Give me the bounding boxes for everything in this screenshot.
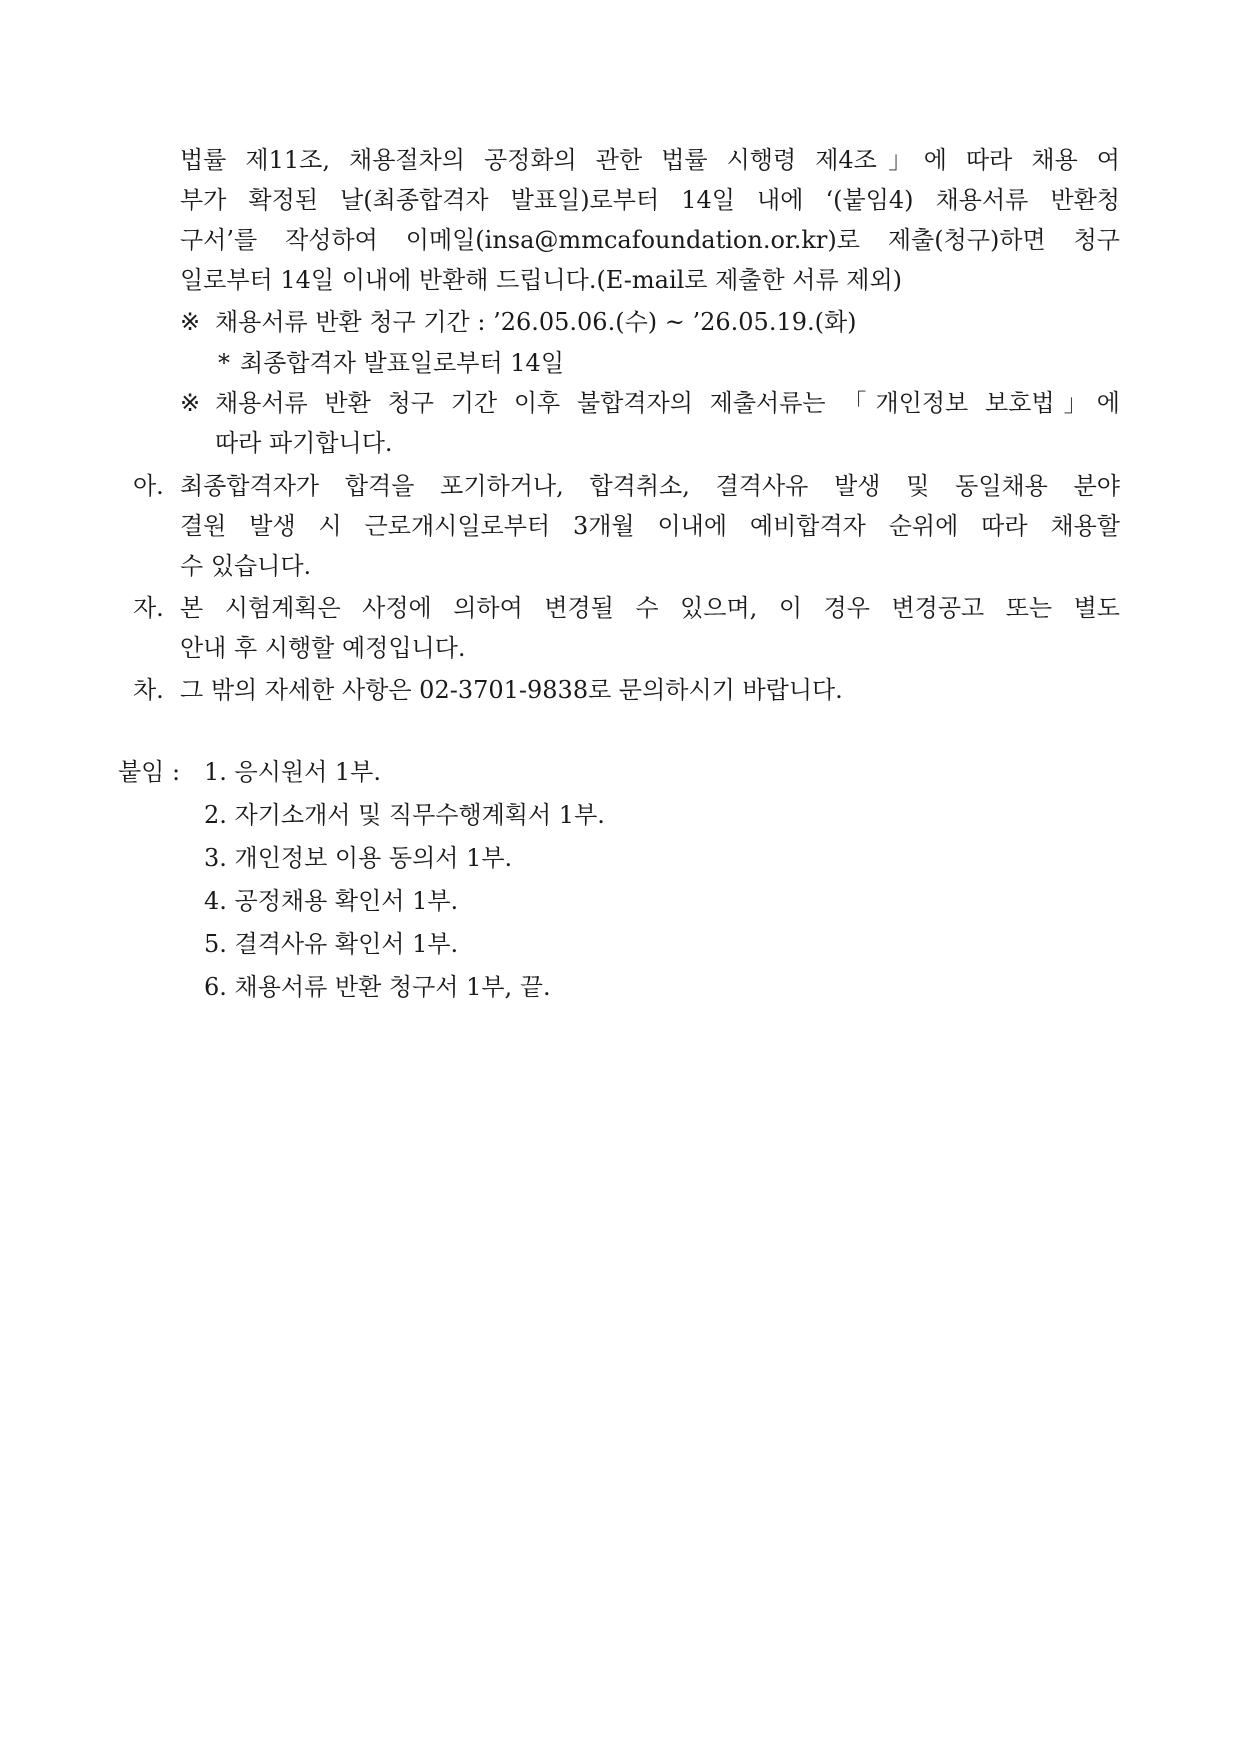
attachment-item: 4. 공정채용 확인서 1부. bbox=[204, 887, 459, 915]
paragraph-line: 부가 확정된 날(최종합격자 발표일)로부터 14일 내에 ‘(붙임4) 채용서류 반환청 bbox=[180, 186, 1120, 214]
note-text: 따라 파기합니다. bbox=[215, 429, 393, 457]
item-text: 수 있습니다. bbox=[180, 552, 312, 580]
paragraph-line: 구서’를 작성하여 이메일(insa@mmcafoundation.or.kr)로 제출(청구)하면 청구 bbox=[180, 226, 1120, 254]
note-marker: ※ bbox=[180, 389, 201, 417]
item-text: 그 밖의 자세한 사항은 02-3701-9838로 문의하시기 바랍니다. bbox=[180, 676, 843, 704]
item-text: 안내 후 시행할 예정입니다. bbox=[180, 634, 466, 662]
note-marker: * bbox=[218, 349, 230, 377]
paragraph-line: 법률 제11조, 채용절차의 공정화의 관한 법률 시행령 제4조」에 따라 채용 여 bbox=[180, 146, 1120, 174]
attachment-item: 1. 응시원서 1부. bbox=[204, 758, 381, 786]
attachment-item: 6. 채용서류 반환 청구서 1부, 끝. bbox=[204, 973, 551, 1001]
item-text: 본 시험계획은 사정에 의하여 변경될 수 있으며, 이 경우 변경공고 또는 별도 bbox=[180, 594, 1120, 622]
item-text: 결원 발생 시 근로개시일로부터 3개월 이내에 예비합격자 순위에 따라 채용할 bbox=[180, 512, 1120, 540]
note-text: 채용서류 반환 청구 기간 이후 불합격자의 제출서류는 「개인정보 보호법」에 bbox=[215, 389, 1120, 417]
note-text: 채용서류 반환 청구 기간 : ’26.05.06.(수) ~ ’26.05.19.(화) bbox=[215, 308, 857, 336]
attachment-item: 2. 자기소개서 및 직무수행계획서 1부. bbox=[204, 801, 605, 829]
paragraph-line: 일로부터 14일 이내에 반환해 드립니다.(E-mail로 제출한 서류 제외) bbox=[180, 266, 903, 294]
attachment-item: 3. 개인정보 이용 동의서 1부. bbox=[204, 844, 513, 872]
item-marker: 자. bbox=[133, 594, 164, 622]
attachment-item: 5. 결격사유 확인서 1부. bbox=[204, 930, 459, 958]
item-marker: 아. bbox=[133, 472, 164, 500]
attachments-label: 붙임 : bbox=[118, 758, 181, 786]
note-text: 최종합격자 발표일로부터 14일 bbox=[240, 349, 565, 377]
note-marker: ※ bbox=[180, 308, 201, 336]
item-text: 최종합격자가 합격을 포기하거나, 합격취소, 결격사유 발생 및 동일채용 분야 bbox=[180, 472, 1120, 500]
item-marker: 차. bbox=[133, 676, 164, 704]
